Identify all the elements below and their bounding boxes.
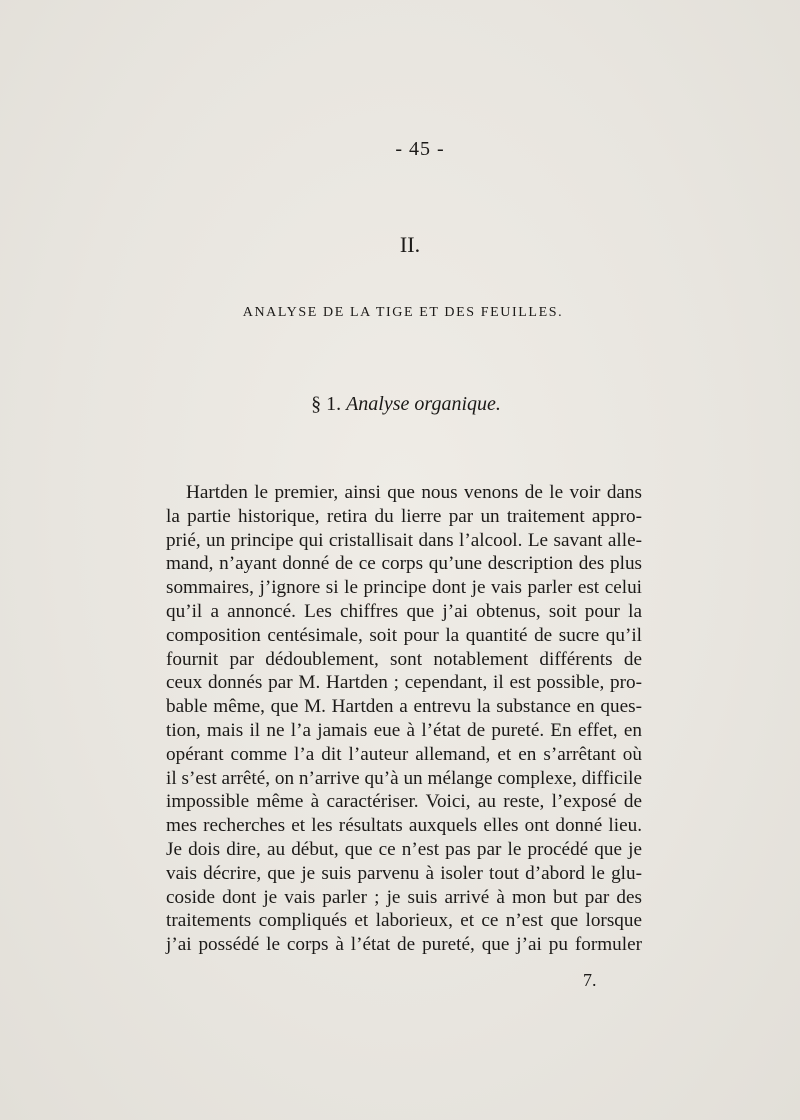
body-line: composition centésimale, soit pour la quantité de sucre qu’il — [166, 624, 642, 646]
body-line: coside dont je vais parler ; je suis arrivé à mon but par des — [166, 886, 642, 908]
body-line: Je dois dire, au début, que ce n’est pas par le procédé que je — [166, 838, 642, 860]
body-line: bable même, que M. Hartden a entrevu la substance en ques- — [166, 696, 642, 718]
page-number: - 45 - — [395, 138, 445, 160]
body-line: tion, mais il ne l’a jamais eue à l’état de pureté. En effet, en — [166, 719, 642, 741]
body-line: impossible même à caractériser. Voici, au reste, l’exposé de — [166, 791, 642, 813]
chapter-numeral: II. — [399, 232, 421, 257]
signature-mark: 7. — [583, 970, 597, 990]
subsection-title — [0, 393, 800, 416]
subsection-heading: Analyse organique. — [346, 393, 501, 415]
body-line: prié, un principe qui cristallisait dans l’alcool. Le savant alle- — [166, 529, 642, 551]
body-line: mes recherches et les résultats auxquels elles ont donné lieu. — [166, 815, 642, 837]
body-line: fournit par dédoublement, sont notablement différents de — [166, 648, 642, 670]
body-line: traitements compliqués et laborieux, et ce n’est que lorsque — [166, 910, 642, 932]
section-title: ANALYSE DE LA TIGE ET DES FEUILLES. — [242, 305, 564, 320]
body-text — [166, 481, 642, 957]
body-line: opérant comme l’a dit l’auteur allemand, et en s’arrêtant où — [166, 743, 642, 765]
body-line: la partie historique, retira du lierre par un traitement appro- — [166, 505, 642, 527]
body-line: sommaires, j’ignore si le principe dont je vais parler est celui — [166, 577, 642, 599]
body-line: mand, n’ayant donné de ce corps qu’une description des plus — [166, 553, 642, 575]
body-line: Hartden le premier, ainsi que nous venons de le voir dans — [186, 482, 642, 503]
body-line: ceux donnés par M. Hartden ; cependant, il est possible, pro- — [166, 672, 642, 694]
body-line: il s’est arrêté, on n’arrive qu’à un mélange complexe, difficile — [166, 767, 642, 789]
body-line: qu’il a annoncé. Les chiffres que j’ai obtenus, soit pour la — [166, 600, 642, 622]
section-symbol: § 1. — [311, 393, 342, 415]
body-line: j’ai possédé le corps à l’état de pureté, que j’ai pu formuler — [166, 934, 642, 956]
body-line: vais décrire, que je suis parvenu à isoler tout d’abord le glu- — [166, 862, 642, 884]
